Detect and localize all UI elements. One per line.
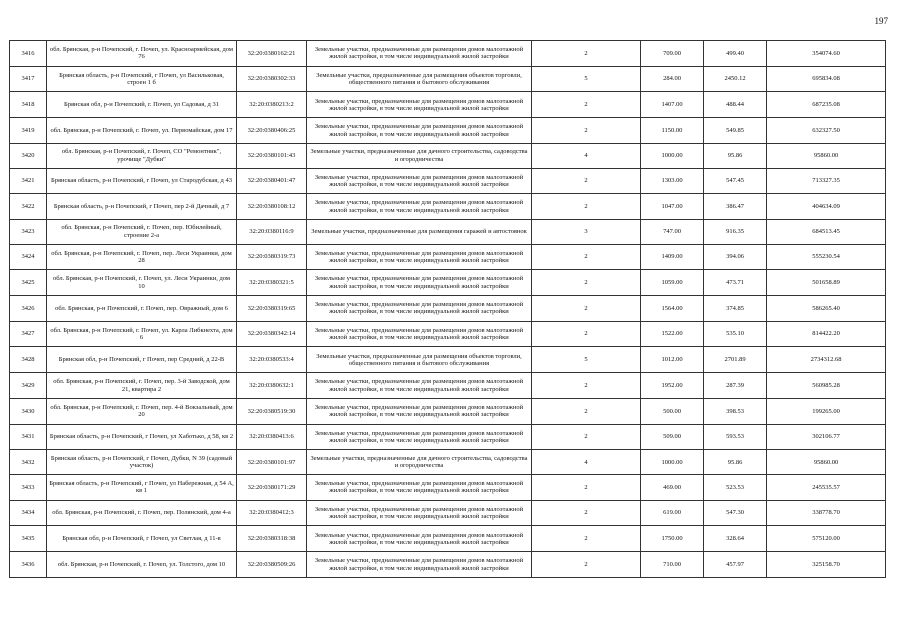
land-use-cell: Земельные участки, предназначенные для размещения гаражей и автостоянок [307,219,532,244]
table-row [10,474,886,500]
table-row [10,270,886,296]
address-cell: Брянская обл, р-н Почепский, г Почеп, пер Средний, д 22-В [47,347,237,373]
specific-value-cell: 2701.89 [704,347,767,373]
address-cell: обл. Брянская, р-н Почепский, г. Почеп, ул. Карла Либкнехта, дом 6 [47,321,237,347]
address-cell: Брянская область, р-н Почепский, г Почеп, ул Хаботько, д 58, кв 2 [47,424,237,450]
area-cell: 1564.00 [641,296,704,322]
land-use-cell: Земельные участки, предназначенные для дачного строительства, садоводства и огородничества [307,450,532,475]
cadastral-value-cell: 687235.08 [767,92,886,118]
table-row [10,321,886,347]
land-use-cell: Земельные участки, предназначенные для размещения домов малоэтажной жилой застройки, в том числе индивидуальной жилой застройки [307,194,532,220]
row-number-cell: 3425 [10,270,47,296]
land-use-cell: Земельные участки, предназначенные для размещения домов малоэтажной жилой застройки, в том числе индивидуальной жилой застройки [307,296,532,322]
row-number-cell: 3424 [10,244,47,270]
use-group-cell: 4 [532,143,641,168]
table-row [10,118,886,144]
table-row [10,373,886,399]
specific-value-cell: 473.71 [704,270,767,296]
row-number-cell: 3429 [10,373,47,399]
area-cell: 747.00 [641,219,704,244]
land-use-cell: Земельные участки, предназначенные для размещения домов малоэтажной жилой застройки, в том числе индивидуальной жилой застройки [307,92,532,118]
table-row [10,244,886,270]
use-group-cell: 2 [532,500,641,526]
row-number-cell: 3423 [10,219,47,244]
address-cell: Брянская область, р-н Почепский, г Почеп, пер 2-й Дачный, д 7 [47,194,237,220]
specific-value-cell: 499.40 [704,41,767,67]
address-cell: обл. Брянская, р-н Почепский, г. Почеп, ул. Толстого, дом 10 [47,552,237,578]
cadastral-number-cell: 32:20:0380632:1 [237,373,307,399]
land-use-cell: Земельные участки, предназначенные для размещения домов малоэтажной жилой застройки, в том числе индивидуальной жилой застройки [307,526,532,552]
cadastral-number-cell: 32:20:0380406:25 [237,118,307,144]
cadastral-number-cell: 32:20:0380116:9 [237,219,307,244]
land-use-cell: Земельные участки, предназначенные для размещения домов малоэтажной жилой застройки, в том числе индивидуальной жилой застройки [307,244,532,270]
land-use-cell: Земельные участки, предназначенные для размещения домов малоэтажной жилой застройки, в том числе индивидуальной жилой застройки [307,552,532,578]
table-row [10,194,886,220]
address-cell: обл. Брянская, р-н Почепский, г. Почеп, СО "Ремонтник", урочище "Дубки" [47,143,237,168]
cadastral-value-cell: 575120.00 [767,526,886,552]
cadastral-value-cell: 586265.40 [767,296,886,322]
specific-value-cell: 328.64 [704,526,767,552]
land-use-cell: Земельные участки, предназначенные для размещения домов малоэтажной жилой застройки, в том числе индивидуальной жилой застройки [307,500,532,526]
cadastral-value-cell: 560985.28 [767,373,886,399]
specific-value-cell: 95.86 [704,143,767,168]
cadastral-value-cell: 555230.54 [767,244,886,270]
land-use-cell: Земельные участки, предназначенные для размещения домов малоэтажной жилой застройки, в том числе индивидуальной жилой застройки [307,398,532,424]
address-cell: обл. Брянская, р-н Почепский, г. Почеп, пер. Леси Украинки, дом 28 [47,244,237,270]
table-row [10,500,886,526]
table-row [10,143,886,168]
use-group-cell: 2 [532,168,641,194]
specific-value-cell: 535.10 [704,321,767,347]
cadastral-number-cell: 32:20:0380171:29 [237,474,307,500]
address-cell: обл. Брянская, р-н Почепский, г. Почеп, ул. Леси Украинки, дом 10 [47,270,237,296]
area-cell: 1407.00 [641,92,704,118]
specific-value-cell: 386.47 [704,194,767,220]
cadastral-number-cell: 32:20:0380101:97 [237,450,307,475]
land-cadastral-table [9,40,886,578]
row-number-cell: 3421 [10,168,47,194]
specific-value-cell: 593.53 [704,424,767,450]
address-cell: Брянская обл, р-н Почепский, г Почеп, ул Светлая, д 11-в [47,526,237,552]
row-number-cell: 3417 [10,66,47,92]
cadastral-number-cell: 32:20:0380519:30 [237,398,307,424]
cadastral-number-cell: 32:20:0380319:73 [237,244,307,270]
use-group-cell: 2 [532,270,641,296]
cadastral-value-cell: 684513.45 [767,219,886,244]
row-number-cell: 3419 [10,118,47,144]
land-use-cell: Земельные участки, предназначенные для размещения домов малоэтажной жилой застройки, в том числе индивидуальной жилой застройки [307,41,532,67]
cadastral-number-cell: 32:20:0380319:65 [237,296,307,322]
page-number: 197 [874,16,888,26]
row-number-cell: 3416 [10,41,47,67]
area-cell: 500.00 [641,398,704,424]
table-row [10,92,886,118]
cadastral-value-cell: 302106.77 [767,424,886,450]
address-cell: обл. Брянская, р-н Почепский, г. Почеп, пер. Овражный, дом 6 [47,296,237,322]
specific-value-cell: 95.86 [704,450,767,475]
row-number-cell: 3433 [10,474,47,500]
specific-value-cell: 374.85 [704,296,767,322]
table-row [10,552,886,578]
row-number-cell: 3430 [10,398,47,424]
area-cell: 1012.00 [641,347,704,373]
row-number-cell: 3420 [10,143,47,168]
table-row [10,526,886,552]
cadastral-value-cell: 404634.09 [767,194,886,220]
row-number-cell: 3418 [10,92,47,118]
row-number-cell: 3426 [10,296,47,322]
use-group-cell: 2 [532,194,641,220]
row-number-cell: 3435 [10,526,47,552]
address-cell: обл. Брянская, р-н Почепский, г. Почеп, пер. 3-й Заводской, дом 21, квартира 2 [47,373,237,399]
use-group-cell: 2 [532,244,641,270]
cadastral-value-cell: 695834.08 [767,66,886,92]
area-cell: 1150.00 [641,118,704,144]
area-cell: 619.00 [641,500,704,526]
specific-value-cell: 2450.12 [704,66,767,92]
cadastral-number-cell: 32:20:0380108:12 [237,194,307,220]
row-number-cell: 3427 [10,321,47,347]
cadastral-value-cell: 325158.70 [767,552,886,578]
area-cell: 1750.00 [641,526,704,552]
cadastral-value-cell: 338778.70 [767,500,886,526]
use-group-cell: 2 [532,474,641,500]
use-group-cell: 2 [532,552,641,578]
address-cell: Брянская область, р-н Почепский, г Почеп, ул Стародубская, д 43 [47,168,237,194]
cadastral-value-cell: 95860.00 [767,450,886,475]
row-number-cell: 3432 [10,450,47,475]
table-row [10,41,886,67]
address-cell: Брянская область, р-н Почепский, г Почеп, ул Васильковая, строен 1 б [47,66,237,92]
use-group-cell: 2 [532,296,641,322]
table-row [10,450,886,475]
area-cell: 710.00 [641,552,704,578]
cadastral-value-cell: 814422.20 [767,321,886,347]
use-group-cell: 4 [532,450,641,475]
land-use-cell: Земельные участки, предназначенные для размещения домов малоэтажной жилой застройки, в том числе индивидуальной жилой застройки [307,474,532,500]
land-use-cell: Земельные участки, предназначенные для дачного строительства, садоводства и огородничества [307,143,532,168]
specific-value-cell: 394.06 [704,244,767,270]
use-group-cell: 2 [532,398,641,424]
cadastral-number-cell: 32:20:0380101:43 [237,143,307,168]
address-cell: Брянская обл, р-н Почепский, г. Почеп, ул Садовая, д 31 [47,92,237,118]
area-cell: 709.00 [641,41,704,67]
cadastral-number-cell: 32:20:0380342:14 [237,321,307,347]
land-use-cell: Земельные участки, предназначенные для размещения домов малоэтажной жилой застройки, в том числе индивидуальной жилой застройки [307,118,532,144]
area-cell: 1047.00 [641,194,704,220]
cadastral-number-cell: 32:20:0380162:21 [237,41,307,67]
address-cell: Брянская область, р-н Почепский, г Почеп, ул Набережная, д 54 А, кв 1 [47,474,237,500]
specific-value-cell: 549.85 [704,118,767,144]
specific-value-cell: 287.39 [704,373,767,399]
area-cell: 1409.00 [641,244,704,270]
address-cell: обл. Брянская, р-н Почепский, г. Почеп, ул. Красноармейская, дом 76 [47,41,237,67]
area-cell: 1303.00 [641,168,704,194]
address-cell: обл. Брянская, р-н Почепский, г. Почеп, пер. Полянский, дом 4-а [47,500,237,526]
table-row [10,219,886,244]
land-use-cell: Земельные участки, предназначенные для размещения объектов торговли, общественного питания и бытового обслуживания [307,347,532,373]
cadastral-number-cell: 32:20:0380302:33 [237,66,307,92]
cadastral-number-cell: 32:20:0380412:3 [237,500,307,526]
use-group-cell: 2 [532,321,641,347]
table-row [10,168,886,194]
use-group-cell: 2 [532,373,641,399]
area-cell: 1952.00 [641,373,704,399]
use-group-cell: 2 [532,424,641,450]
row-number-cell: 3431 [10,424,47,450]
cadastral-value-cell: 713327.35 [767,168,886,194]
specific-value-cell: 547.30 [704,500,767,526]
cadastral-value-cell: 354074.60 [767,41,886,67]
cadastral-number-cell: 32:20:0380509:26 [237,552,307,578]
cadastral-value-cell: 95860.00 [767,143,886,168]
address-cell: обл. Брянская, р-н Почепский, г. Почеп, пер. Юбилейный, строение 2-а [47,219,237,244]
cadastral-value-cell: 632327.50 [767,118,886,144]
specific-value-cell: 523.53 [704,474,767,500]
area-cell: 1522.00 [641,321,704,347]
land-use-cell: Земельные участки, предназначенные для размещения объектов торговли, общественного питания и бытового обслуживания [307,66,532,92]
area-cell: 1000.00 [641,143,704,168]
area-cell: 284.00 [641,66,704,92]
land-use-cell: Земельные участки, предназначенные для размещения домов малоэтажной жилой застройки, в том числе индивидуальной жилой застройки [307,270,532,296]
use-group-cell: 2 [532,92,641,118]
cadastral-value-cell: 199265.00 [767,398,886,424]
land-use-cell: Земельные участки, предназначенные для размещения домов малоэтажной жилой застройки, в том числе индивидуальной жилой застройки [307,321,532,347]
row-number-cell: 3422 [10,194,47,220]
specific-value-cell: 547.45 [704,168,767,194]
land-use-cell: Земельные участки, предназначенные для размещения домов малоэтажной жилой застройки, в том числе индивидуальной жилой застройки [307,424,532,450]
table-row [10,398,886,424]
cadastral-number-cell: 32:20:0380401:47 [237,168,307,194]
use-group-cell: 2 [532,118,641,144]
row-number-cell: 3428 [10,347,47,373]
cadastral-number-cell: 32:20:0380413:6 [237,424,307,450]
table-row [10,347,886,373]
land-use-cell: Земельные участки, предназначенные для размещения домов малоэтажной жилой застройки, в том числе индивидуальной жилой застройки [307,168,532,194]
address-cell: обл. Брянская, р-н Почепский, г. Почеп, ул. Первомайская, дом 17 [47,118,237,144]
cadastral-value-cell: 2734312.68 [767,347,886,373]
use-group-cell: 2 [532,526,641,552]
address-cell: Брянская область, р-н Почепский, г Почеп, Дубки, N 39 (садовый участок) [47,450,237,475]
cadastral-value-cell: 245535.57 [767,474,886,500]
table-row [10,66,886,92]
table-row [10,424,886,450]
use-group-cell: 5 [532,347,641,373]
address-cell: обл. Брянская, р-н Почепский, г. Почеп, пер. 4-й Вокзальный, дом 20 [47,398,237,424]
specific-value-cell: 916.35 [704,219,767,244]
area-cell: 1059.00 [641,270,704,296]
use-group-cell: 3 [532,219,641,244]
use-group-cell: 2 [532,41,641,67]
cadastral-number-cell: 32:20:0380321:5 [237,270,307,296]
cadastral-number-cell: 32:20:0380213:2 [237,92,307,118]
row-number-cell: 3436 [10,552,47,578]
use-group-cell: 5 [532,66,641,92]
area-cell: 509.00 [641,424,704,450]
specific-value-cell: 488.44 [704,92,767,118]
land-use-cell: Земельные участки, предназначенные для размещения домов малоэтажной жилой застройки, в том числе индивидуальной жилой застройки [307,373,532,399]
area-cell: 1000.00 [641,450,704,475]
cadastral-number-cell: 32:20:0380533:4 [237,347,307,373]
specific-value-cell: 398.53 [704,398,767,424]
row-number-cell: 3434 [10,500,47,526]
area-cell: 469.00 [641,474,704,500]
cadastral-number-cell: 32:20:0380318:38 [237,526,307,552]
table-row [10,296,886,322]
cadastral-value-cell: 501658.89 [767,270,886,296]
specific-value-cell: 457.97 [704,552,767,578]
